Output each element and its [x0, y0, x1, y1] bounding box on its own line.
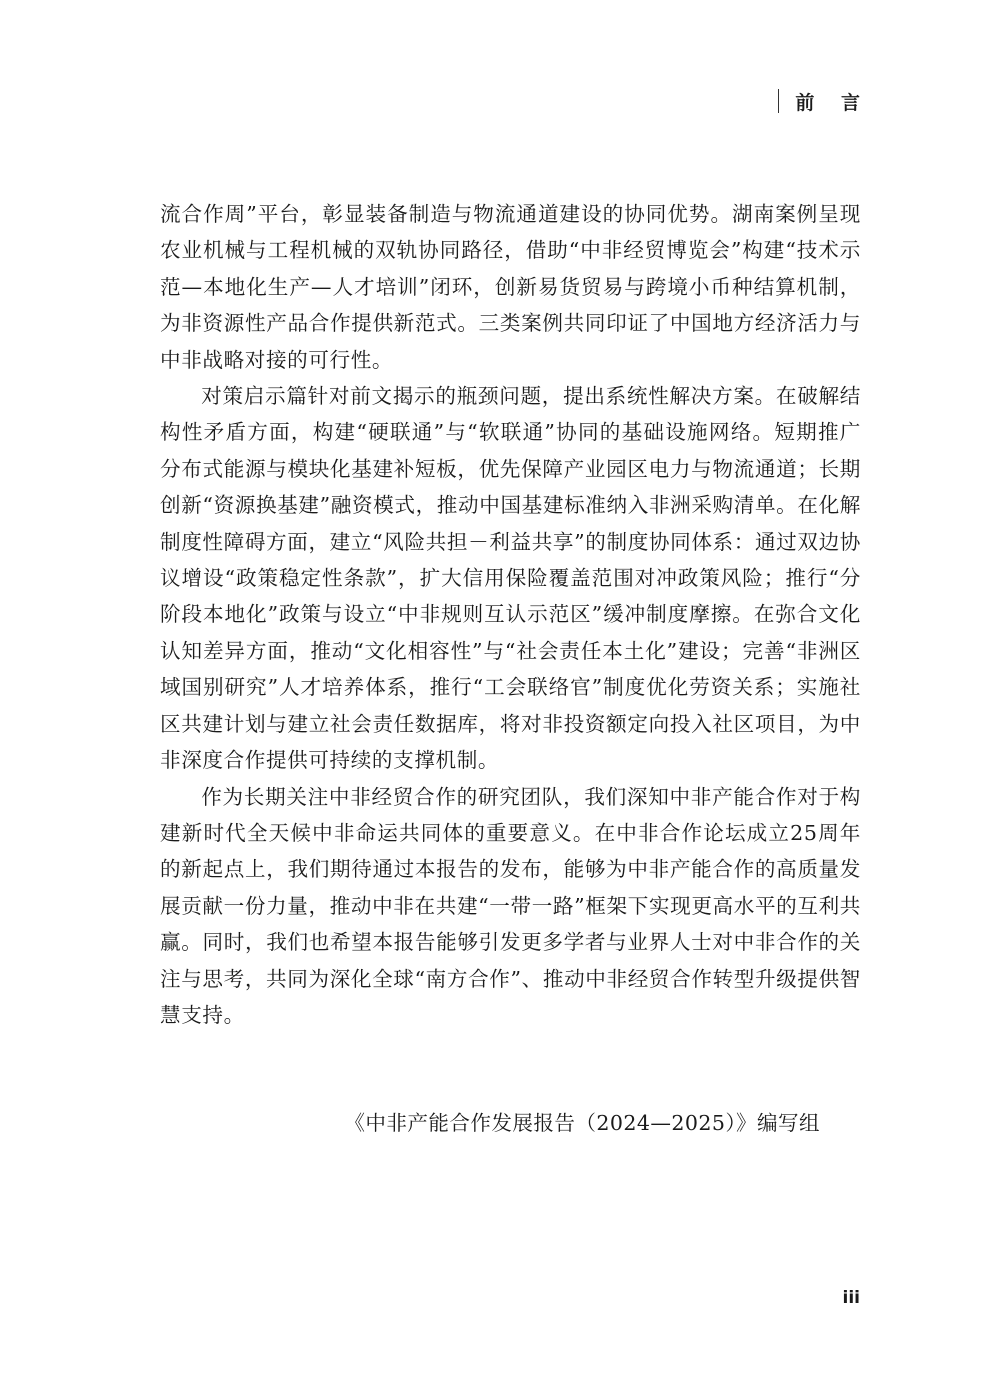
body-text — [160, 196, 861, 1033]
running-title: 前 言 — [795, 91, 870, 114]
running-head — [778, 86, 870, 116]
page-number: iii — [842, 1288, 860, 1308]
paragraph: 作为长期关注中非经贸合作的研究团队，我们深知中非产能合作对于构建新时代全天候中非命运共同体的重要意义。在中非合作论坛成立25周年的新起点上，我们期待通过本报告的发布，能够为中非产能合作的高质量发展贡献一份力量，推动中非在共建“一带一路”框架下实现更高水平的互利共赢。同时，我们也希望本报告能够引发更多学者与业界人士对中非合作的关注与思考，共同为深化全球“南方合作”、推动中非经贸合作转型升级提供智慧支持。 — [160, 784, 861, 1027]
paragraph: 对策启示篇针对前文揭示的瓶颈问题，提出系统性解决方案。在破解结构性矛盾方面，构建“硬联通”与“软联通”协同的基础设施网络。短期推广分布式能源与模块化基建补短板，优先保障产业园区电力与物流通道；长期创新“资源换基建”融资模式，推动中国基建标准纳入非洲采购清单。在化解制度性障碍方面，建立“风险共担－利益共享”的制度协同体系：通过双边协议增设“政策稳定性条款”，扩大信用保险覆盖范围对冲政策风险；推行“分阶段本地化”政策与设立“中非规则互认示范区”缓冲制度摩擦。在弥合文化认知差异方面，推动“文化相容性”与“社会责任本土化”建设；完善“非洲区域国别研究”人才培养体系，推行“工会联络官”制度优化劳资关系；实施社区共建计划与建立社会责任数据库，将对非投资额定向投入社区项目，为中非深度合作提供可持续的支撑机制。 — [160, 384, 861, 773]
paragraph-continued: 流合作周”平台，彰显装备制造与物流通道建设的协同优势。湖南案例呈现农业机械与工程机械的双轨协同路径，借助“中非经贸博览会”构建“技术示范—本地化生产—人才培训”闭环，创新易货贸易与跨境小币种结算机制，为非资源性产品合作提供新范式。三类案例共同印证了中国地方经济活力与中非战略对接的可行性。 — [160, 202, 861, 372]
author-signature: 《中非产能合作发展报告（2024—2025）》编写组 — [344, 1111, 820, 1135]
header-divider — [778, 89, 779, 113]
